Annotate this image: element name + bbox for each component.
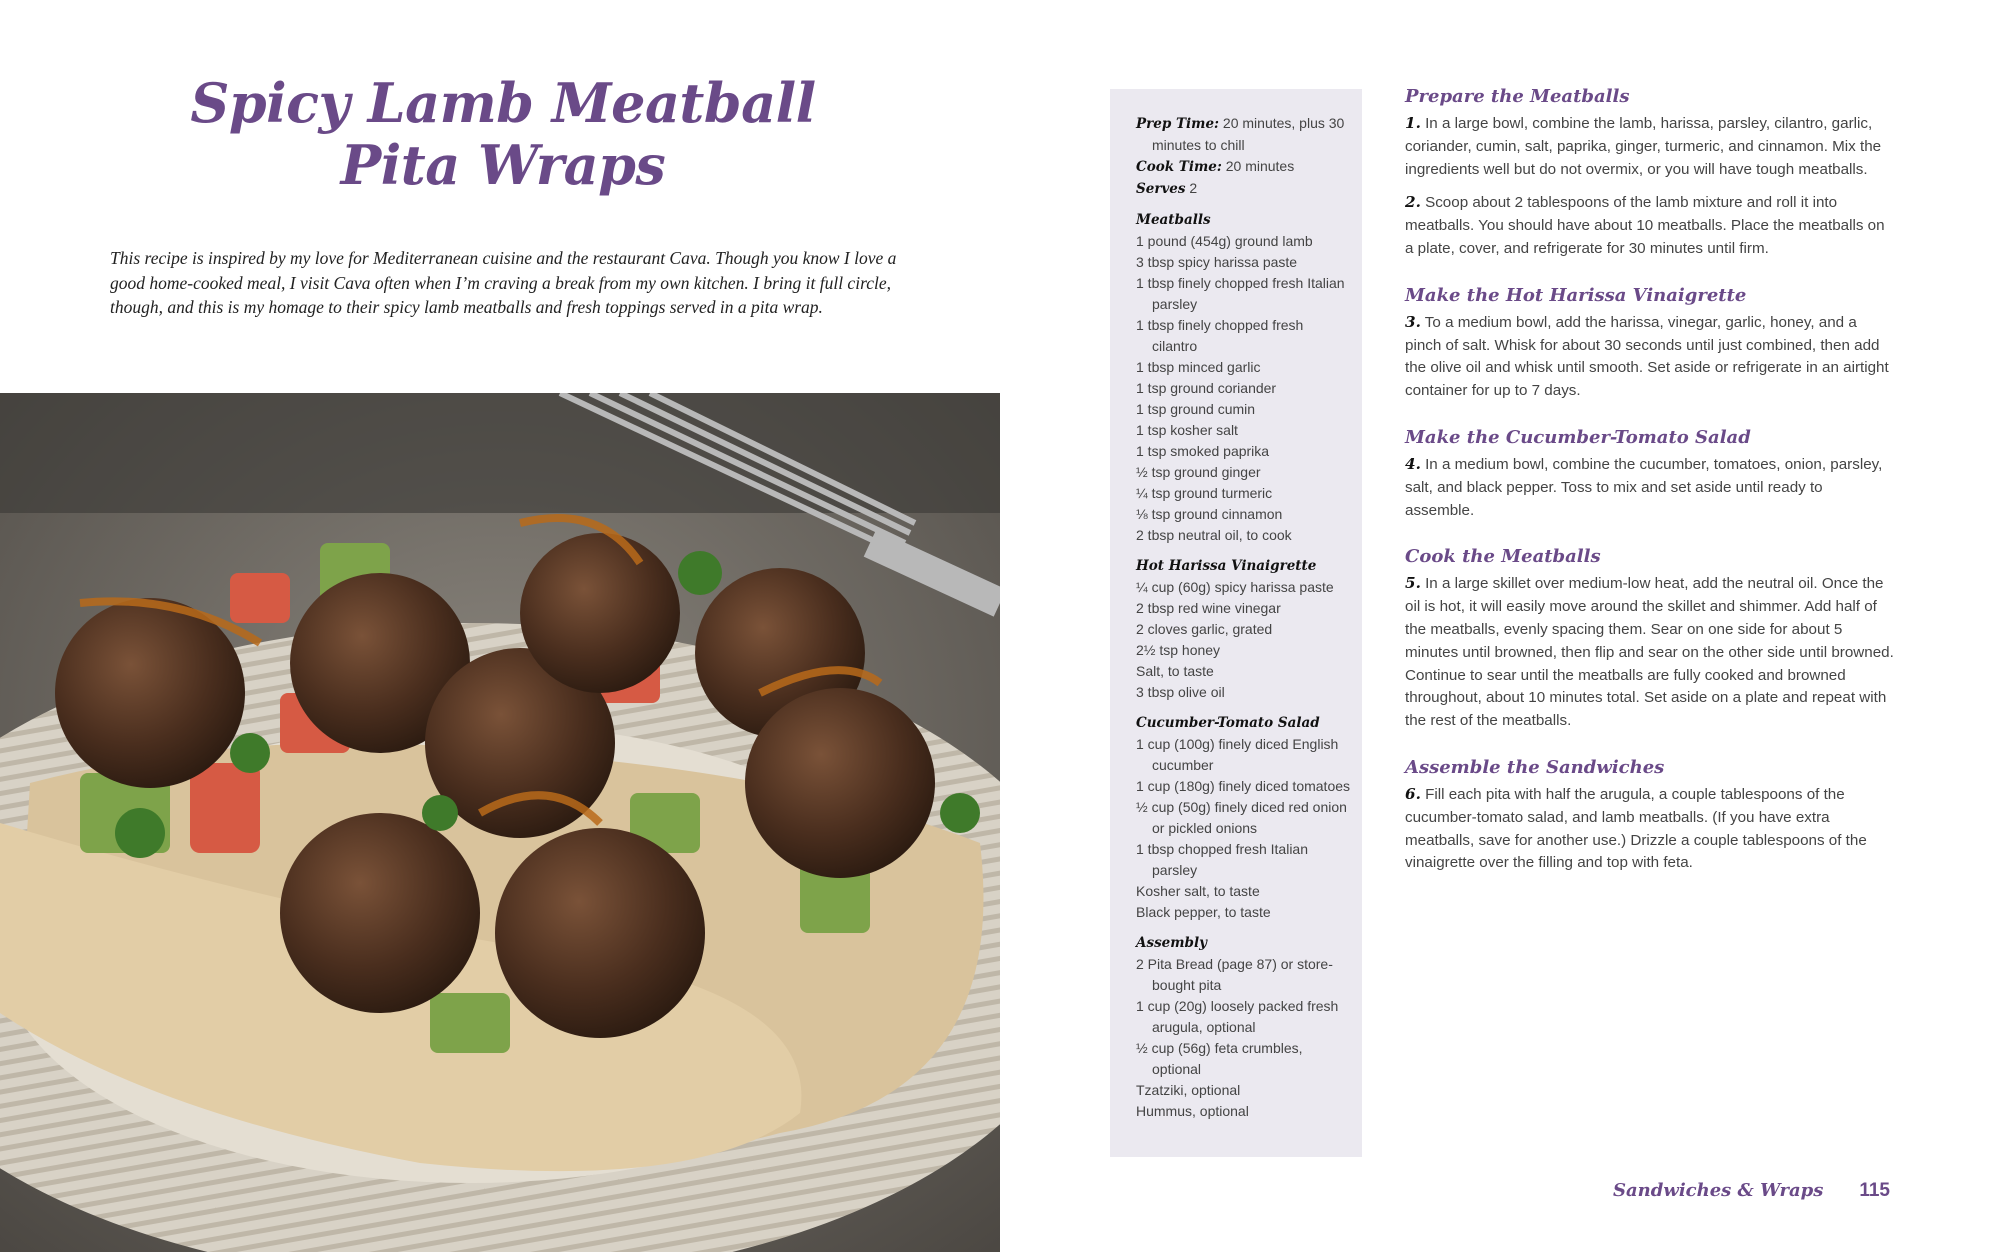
step-number: 1. <box>1405 114 1421 132</box>
step-number: 6. <box>1405 784 1421 803</box>
ingredient-item: 1 pound (454g) ground lamb <box>1136 233 1313 249</box>
ingredient-item: Black pepper, to taste <box>1136 904 1271 920</box>
page-footer <box>1560 1180 1890 1202</box>
ingredient-item: 1 cup (20g) loosely packed fresh arugula, optional <box>1136 998 1339 1035</box>
ingredient-item: 1 tbsp minced garlic <box>1136 359 1261 375</box>
direction-heading: Prepare the Meatballs <box>1405 86 1630 107</box>
direction-heading: Make the Cucumber-Tomato Salad <box>1405 426 1751 448</box>
direction-group <box>1405 544 1895 733</box>
direction-heading: Make the Hot Harissa Vinaigrette <box>1405 284 1747 306</box>
step-number: 3. <box>1405 312 1421 331</box>
intro-paragraph: This recipe is inspired by my love for Mediterranean cuisine and the restaurant Cava. Though you know I love a good home-cooked meal, I visit Cava often when I’m craving a break from my own kitchen. I bring it full circle, though, and this is my homage to their spicy lamb meatballs and fresh toppings served in a pita wrap. <box>110 248 897 317</box>
ingredient-item: 1 tsp kosher salt <box>1136 422 1238 438</box>
direction-step <box>1405 783 1895 875</box>
ingredient-item: ⅛ tsp ground cinnamon <box>1136 506 1283 522</box>
ingredient-item: 1 tsp ground coriander <box>1136 380 1277 396</box>
ingredient-item: 1 cup (180g) finely diced tomatoes <box>1136 778 1351 794</box>
ingredient-item: ¼ cup (60g) spicy harissa paste <box>1136 579 1334 595</box>
direction-heading: Assemble the Sandwiches <box>1405 756 1665 778</box>
step-number: 4. <box>1405 454 1421 473</box>
ingredient-section <box>1136 933 1352 1122</box>
ingredient-item: 1 tbsp finely chopped fresh cilantro <box>1136 317 1304 354</box>
ingredient-item: Hummus, optional <box>1136 1103 1249 1119</box>
step-text: Fill each pita with half the arugula, a couple tablespoons of the cucumber-tomato salad, and lamb meatballs. (If you have extra meatballs, save for another use.) Drizzle a couple tablespoons of the vinaigrette over the filling and top with feta. <box>1405 785 1867 872</box>
footer-section: Sandwiches & Wraps <box>1612 1180 1824 1201</box>
step-text: In a large skillet over medium-low heat, add the neutral oil. Once the oil is hot, it will easily move around the skillet and shimmer. Add half of the meatballs, evenly spacing them. Sear on one side for about 5 minutes until browned, then flip and sear on the other side until browned. Continue to sear until the meatballs are fully cooked and browned throughout, about 10 minutes total. Set aside on a plate and repeat with the rest of the meatballs. <box>1405 575 1894 730</box>
ingredient-item: 2 Pita Bread (page 87) or store-bought pita <box>1136 956 1333 993</box>
ingredient-item: 2 cloves garlic, grated <box>1136 621 1273 637</box>
title-line-1: Spicy Lamb Meatball <box>190 71 816 135</box>
step-text: To a medium bowl, add the harissa, vinegar, garlic, honey, and a pinch of salt. Whisk for about 30 seconds until just combined, then add the olive oil and whisk until smooth. Set aside or refrigerate in an airtight container for up to 7 days. <box>1405 313 1889 400</box>
direction-step <box>1405 311 1895 403</box>
step-number: 2. <box>1405 193 1421 212</box>
ingredients-sidebar <box>1110 89 1362 1157</box>
ingredient-item: ½ cup (50g) finely diced red onion or pickled onions <box>1136 799 1347 836</box>
ingredient-section <box>1136 556 1352 703</box>
ingredient-section-title: Meatballs <box>1136 212 1211 228</box>
title-line-2: Pita Wraps <box>340 133 666 197</box>
ingredient-item: 2 tbsp neutral oil, to cook <box>1136 527 1292 543</box>
ingredient-item: 1 cup (100g) finely diced English cucumber <box>1136 736 1339 773</box>
step-text: Scoop about 2 tablespoons of the lamb mixture and roll it into meatballs. You should have about 10 meatballs. Place the meatballs on a plate, cover, and refrigerate for 30 minutes until firm. <box>1405 194 1885 257</box>
serves: Serves 2 <box>1136 180 1198 197</box>
direction-step <box>1405 112 1895 181</box>
ingredient-item: Kosher salt, to taste <box>1136 883 1260 899</box>
step-number: 5. <box>1405 574 1421 593</box>
ingredient-item: 3 tbsp olive oil <box>1136 684 1225 700</box>
ingredient-item: 1 tbsp finely chopped fresh Italian parsley <box>1136 275 1345 312</box>
cook-time: Cook Time: 20 minutes <box>1136 158 1295 175</box>
ingredient-section <box>1136 210 1352 546</box>
ingredient-item: ½ cup (56g) feta crumbles, optional <box>1136 1040 1303 1077</box>
ingredient-item: 2 tbsp red wine vinegar <box>1136 600 1281 616</box>
page-number: 115 <box>1859 1180 1890 1201</box>
ingredient-item: Salt, to taste <box>1136 663 1214 679</box>
prep-time: Prep Time: 20 minutes, plus 30 minutes to chill <box>1136 115 1345 153</box>
direction-group <box>1405 283 1895 403</box>
ingredient-section-title: Hot Harissa Vinaigrette <box>1136 558 1317 574</box>
direction-heading: Cook the Meatballs <box>1405 546 1601 568</box>
ingredient-section-title: Assembly <box>1136 935 1207 951</box>
ingredient-item: Tzatziki, optional <box>1136 1082 1241 1098</box>
ingredient-item: 2½ tsp honey <box>1136 642 1221 658</box>
direction-group <box>1405 755 1895 875</box>
direction-step <box>1405 191 1895 260</box>
directions <box>1405 84 1895 897</box>
step-text: In a medium bowl, combine the cucumber, tomatoes, onion, parsley, salt, and black pepper. Toss to mix and set aside until ready to assemble. <box>1405 455 1883 519</box>
step-text: In a large bowl, combine the lamb, harissa, parsley, cilantro, garlic, coriander, cumin, salt, paprika, ginger, turmeric, and cinnamon. Mix the ingredients well but do not overmix, or you will have tough meatballs. <box>1405 115 1882 178</box>
ingredient-item: ½ tsp ground ginger <box>1136 464 1261 480</box>
ingredient-section <box>1136 713 1352 923</box>
ingredient-section-title: Cucumber-Tomato Salad <box>1136 715 1320 731</box>
ingredient-item: 3 tbsp spicy harissa paste <box>1136 254 1298 270</box>
direction-step <box>1405 453 1895 522</box>
recipe-title <box>150 72 856 196</box>
ingredient-item: 1 tbsp chopped fresh Italian parsley <box>1136 841 1309 878</box>
recipe-photo <box>0 393 1000 1252</box>
direction-step <box>1405 572 1895 733</box>
ingredient-item: 1 tsp smoked paprika <box>1136 443 1270 459</box>
direction-group <box>1405 425 1895 522</box>
direction-group <box>1405 84 1895 261</box>
ingredient-item: ¼ tsp ground turmeric <box>1136 485 1273 501</box>
ingredient-item: 1 tsp ground cumin <box>1136 401 1256 417</box>
